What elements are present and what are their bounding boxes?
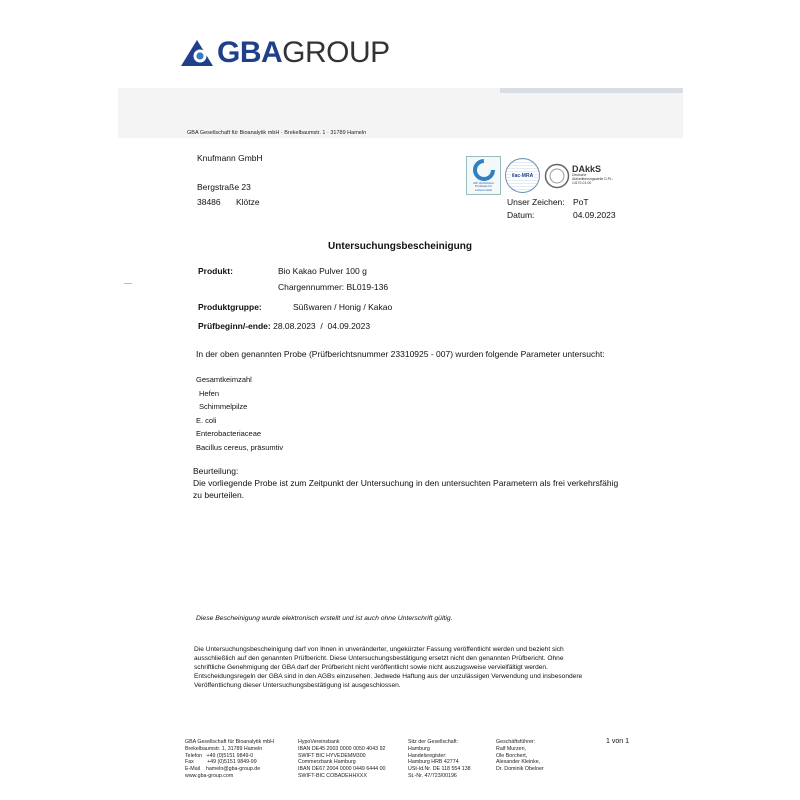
cert-badge-dakks: DAkkS Deutsche Akkreditierungsstelle D-PL-14170-01-00 xyxy=(544,163,616,189)
gfk-seal-icon xyxy=(473,159,495,181)
list-item: Bacillus cereus, präsumtiv xyxy=(196,442,284,452)
footer-company: GBA Gesellschaft für Bioanalytik mbH Brekelbaumstr. 1, 31789 Hameln Telefon +49 (0)5151 9849-0 Fax +49 (0)5151 9849-99 E-Mail hameln@gba-group.de www.gba-group.com xyxy=(185,739,274,779)
parameter-list xyxy=(196,375,283,456)
reference-label: Unser Zeichen: xyxy=(507,197,565,207)
product-group: Süßwaren / Honig / Kakao xyxy=(293,302,393,312)
footer-bank: HypoVereinsbank IBAN DE45 2003 0000 0050 4043 92 SWIFT BIC HYVEDEMM300 Commerzbank Hamburg IBAN DE67 2004 0000 0449 6444 00 SWIFT-BIC COBADEHHXXX xyxy=(298,739,386,779)
list-item: Schimmelpilze xyxy=(199,402,248,411)
gba-logo-icon xyxy=(180,39,214,67)
document-title: Untersuchungsbescheinigung xyxy=(328,241,472,252)
company-logo xyxy=(180,38,390,68)
legal-notice: Die Untersuchungsbescheinigung darf von Ihnen in unveränderter, ungekürzter Fassung veröffentlicht werden und bezieht sich ausschließlich auf den genannten Prüfbericht. Diese Untersuchungsbestätigung ersetzt nicht den genannten Prüfbericht. Ohne schriftliche Genehmigung der GBA darf der Prüfbericht nicht veröffentlicht sowie nicht auszugsweise vervielfältigt werden. Entscheidungsregeln der GBA sind in den AGBs einzusehen. Jedwede Haftung aus der unzulässigen Verwendung und insbesondere Veröffentlichung dieser Untersuchungsbestätigung ist ausgeschlossen. xyxy=(194,646,583,689)
recipient-city: Klötze xyxy=(236,197,260,207)
test-period: Prüfbeginn/-ende: 28.08.2023 / 04.09.2023 xyxy=(198,321,371,331)
assessment-line-1: Die vorliegende Probe ist zum Zeitpunkt der Untersuchung in den untersuchten Parametern als frei verkehrsfähig xyxy=(193,478,619,488)
logo-wordmark: GBAGROUP xyxy=(217,36,390,69)
header-stripe xyxy=(500,88,683,93)
assessment-line-2: zu beurteilen. xyxy=(193,490,245,500)
sender-line: GBA Gesellschaft für Bioanalytik mbH · Brekelbaumstr. 1 · 31789 Hameln xyxy=(187,130,367,136)
footer-registry: Sitz der Gesellschaft: Hamburg Handelsregister: Hamburg HRB 42774 USt-Id.Nr. DE 118 554 138 St.-Nr. 47/723/00196 xyxy=(408,739,471,779)
fold-mark xyxy=(124,283,132,284)
product-name: Bio Kakao Pulver 100 g xyxy=(278,266,367,276)
list-item: Hefen xyxy=(199,388,220,398)
intro-text: In der oben genannten Probe (Prüfberichtsnummer 23310925 - 007) wurden folgende Parameter untersucht: xyxy=(196,349,605,359)
cert-badge-ilac: ilac-MRA xyxy=(505,158,540,193)
footer-management: Geschäftsführer: Ralf Murzen, Ole Borchert, Alexander Kleinke, Dr. Dominik Obeloer xyxy=(496,739,544,773)
list-item: Gesamtkeimzahl xyxy=(196,375,252,384)
reference-value: PoT xyxy=(573,197,589,207)
cert-badge-gfk: GfK Zertifizierte Prüfstelle für Lebensmittel xyxy=(466,156,501,195)
recipient-street: Bergstraße 23 xyxy=(197,182,251,192)
electronic-signature-note: Diese Bescheinigung wurde elektronisch erstellt und ist auch ohne Unterschrift gültig. xyxy=(196,615,453,622)
recipient-company: Knufmann GmbH xyxy=(197,153,263,163)
batch-number: Chargennummer: BL019-136 xyxy=(278,282,389,292)
product-label: Produkt: xyxy=(198,266,233,276)
dakks-seal-icon xyxy=(544,163,570,189)
date-label: Datum: xyxy=(507,210,535,220)
certification-badges xyxy=(466,156,616,195)
date-value: 04.09.2023 xyxy=(573,210,616,220)
assessment-label: Beurteilung: xyxy=(193,466,239,476)
list-item: E. coli xyxy=(196,415,217,425)
list-item: Enterobacteriaceae xyxy=(196,429,262,438)
recipient-zip: 38486 xyxy=(197,197,221,207)
page-number: 1 von 1 xyxy=(606,738,629,745)
product-group-label: Produktgruppe: xyxy=(198,302,262,312)
